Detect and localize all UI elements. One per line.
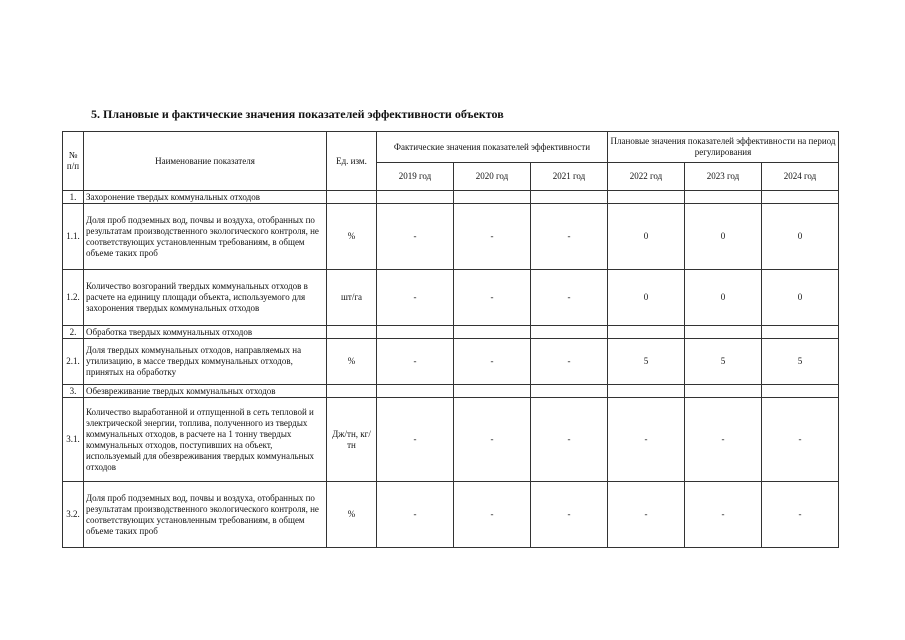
header-fact-group: Фактические значения показателей эффективности — [377, 132, 608, 163]
header-num: № п/п — [63, 132, 84, 191]
unit-cell: % — [327, 339, 377, 385]
value-cell: - — [454, 204, 531, 270]
table-row — [63, 339, 839, 385]
value-cell: - — [685, 398, 762, 482]
row-num: 1.1. — [63, 204, 84, 270]
value-cell: - — [454, 339, 531, 385]
row-num: 2. — [63, 326, 84, 339]
section-title: 5. Плановые и фактические значения показателей эффективности объектов — [91, 107, 504, 121]
value-cell: - — [377, 339, 454, 385]
value-cell: - — [762, 398, 839, 482]
header-year: 2020 год — [454, 163, 531, 191]
value-cell: - — [454, 482, 531, 548]
section-name: Обработка твердых коммунальных отходов — [84, 326, 327, 339]
performance-indicators-table — [62, 131, 839, 548]
value-cell: 0 — [685, 270, 762, 326]
value-cell: - — [531, 270, 608, 326]
value-cell: - — [377, 482, 454, 548]
header-unit: Ед. изм. — [327, 132, 377, 191]
value-cell: - — [454, 398, 531, 482]
section-name: Обезвреживание твердых коммунальных отходов — [84, 385, 327, 398]
value-cell: - — [454, 270, 531, 326]
value-cell: - — [531, 482, 608, 548]
table-section-row — [63, 326, 839, 339]
table-section-row — [63, 191, 839, 204]
row-num: 1.2. — [63, 270, 84, 326]
header-year: 2023 год — [685, 163, 762, 191]
value-cell: 0 — [685, 204, 762, 270]
row-num: 1. — [63, 191, 84, 204]
value-cell: 0 — [762, 204, 839, 270]
value-cell: - — [685, 482, 762, 548]
indicator-name: Доля твердых коммунальных отходов, направляемых на утилизацию, в массе твердых коммунальных отходов, принятых на обработку — [84, 339, 327, 385]
section-name: Захоронение твердых коммунальных отходов — [84, 191, 327, 204]
row-num: 2.1. — [63, 339, 84, 385]
value-cell: - — [531, 339, 608, 385]
row-num: 3.1. — [63, 398, 84, 482]
value-cell: 0 — [608, 204, 685, 270]
header-year: 2019 год — [377, 163, 454, 191]
value-cell: - — [762, 482, 839, 548]
header-plan-group: Плановые значения показателей эффективности на период регулирования — [608, 132, 839, 163]
header-year: 2021 год — [531, 163, 608, 191]
value-cell: 5 — [685, 339, 762, 385]
row-num: 3. — [63, 385, 84, 398]
indicator-name: Доля проб подземных вод, почвы и воздуха, отобранных по результатам производственного экологического контроля, не соответствующих установленным требованиям, в общем объеме таких проб — [84, 482, 327, 548]
header-row-groups — [63, 132, 839, 163]
value-cell: - — [608, 482, 685, 548]
indicator-name: Доля проб подземных вод, почвы и воздуха, отобранных по результатам производственного экологического контроля, не соответствующих установленным требованиям, в общем объеме таких проб — [84, 204, 327, 270]
value-cell: - — [608, 398, 685, 482]
value-cell: 0 — [608, 270, 685, 326]
value-cell: 0 — [762, 270, 839, 326]
indicator-name: Количество возгораний твердых коммунальных отходов в расчете на единицу площади объекта, используемого для захоронения твердых коммунальных отходов — [84, 270, 327, 326]
value-cell: - — [531, 204, 608, 270]
table-row — [63, 270, 839, 326]
value-cell: 5 — [608, 339, 685, 385]
value-cell: 5 — [762, 339, 839, 385]
value-cell: - — [377, 204, 454, 270]
unit-cell: шт/га — [327, 270, 377, 326]
row-num: 3.2. — [63, 482, 84, 548]
indicator-name: Количество выработанной и отпущенной в сеть тепловой и электрической энергии, топлива, полученного из твердых коммунальных отходов, в расчете на 1 тонну твердых коммунальных отходов, поступивших на объект, используемый для обезвреживания твердых коммунальных отходов — [84, 398, 327, 482]
header-year: 2024 год — [762, 163, 839, 191]
unit-cell: Дж/тн, кг/тн — [327, 398, 377, 482]
header-indicator-name: Наименование показателя — [84, 132, 327, 191]
table-row — [63, 482, 839, 548]
value-cell: - — [531, 398, 608, 482]
unit-cell: % — [327, 204, 377, 270]
unit-cell: % — [327, 482, 377, 548]
value-cell: - — [377, 398, 454, 482]
table-section-row — [63, 385, 839, 398]
header-year: 2022 год — [608, 163, 685, 191]
table-row — [63, 204, 839, 270]
table-row — [63, 398, 839, 482]
value-cell: - — [377, 270, 454, 326]
